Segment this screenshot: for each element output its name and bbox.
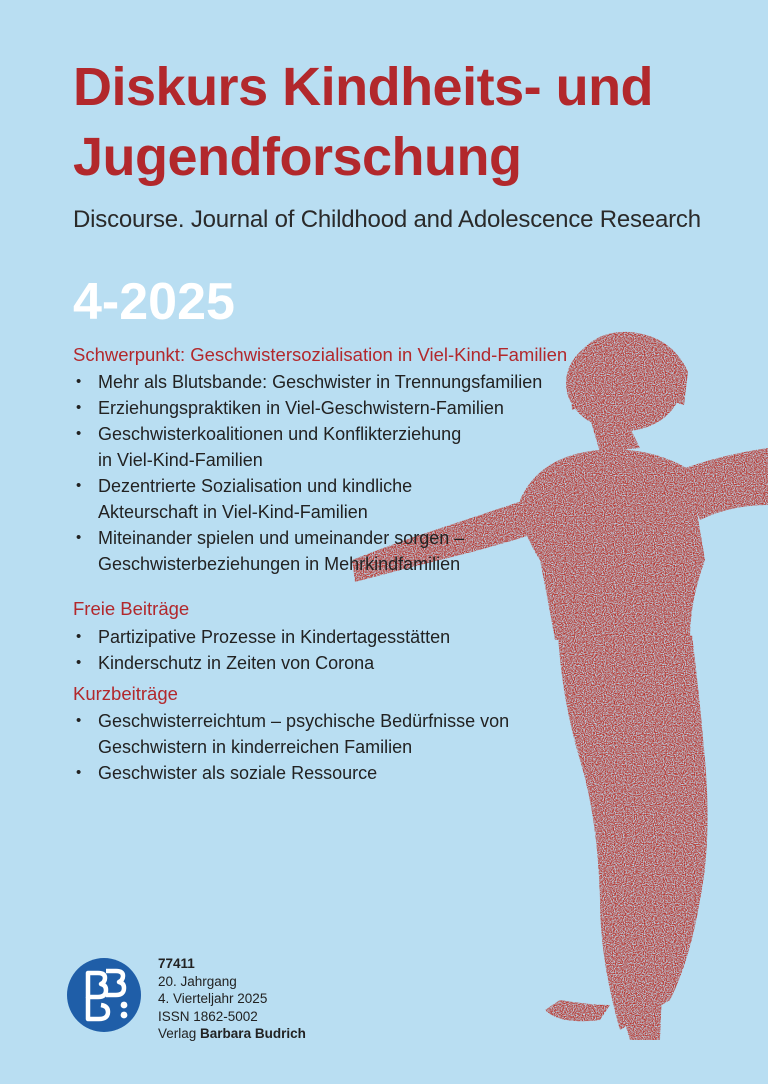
journal-title [73, 52, 753, 192]
imprint-code: 77411 [158, 956, 195, 971]
list-item-text: Partizipative Prozesse in Kindertagesstätten [98, 627, 451, 647]
list-item-text-continued: Geschwistern in kinderreichen Familien [98, 737, 413, 757]
list-item [73, 421, 542, 473]
section-heading-freie-beitraege: Freie Beiträge [73, 598, 190, 619]
list-item [73, 525, 542, 577]
journal-title-line-2: Jugendforschung [73, 127, 522, 187]
section-list-freie-beitraege [73, 624, 450, 676]
list-item [73, 369, 542, 395]
list-item-text-continued: Akteurschaft in Viel-Kind-Familien [98, 502, 368, 522]
list-item-text: Dezentrierte Sozialisation und kindliche [98, 476, 413, 496]
list-item-text: Miteinander spielen und umeinander sorgen – [98, 528, 465, 548]
list-item-text: Kinderschutz in Zeiten von Corona [98, 653, 375, 673]
journal-title-line-1: Diskurs Kindheits- und [73, 57, 654, 117]
list-item [73, 708, 509, 760]
imprint-block [158, 955, 306, 1043]
list-item-text: Erziehungspraktiken in Viel-Geschwistern-Familien [98, 398, 504, 418]
imprint-quarter: 4. Vierteljahr 2025 [158, 991, 268, 1006]
list-item-text: Mehr als Blutsbande: Geschwister in Trennungsfamilien [98, 372, 543, 392]
imprint-publisher-name: Barbara Budrich [200, 1026, 306, 1041]
budrich-bb-logo-icon [66, 957, 142, 1033]
list-item-text: Geschwisterreichtum – psychische Bedürfnisse von [98, 711, 510, 731]
list-item-text: Geschwisterkoalitionen und Konflikterziehung [98, 424, 462, 444]
list-item [73, 760, 509, 786]
list-item [73, 395, 542, 421]
imprint-issn: ISSN 1862-5002 [158, 1008, 258, 1024]
list-item-text-continued: Geschwisterbeziehungen in Mehrkindfamilien [98, 554, 461, 574]
list-item-text: Geschwister als soziale Ressource [98, 763, 378, 783]
imprint-publisher [158, 1025, 306, 1043]
imprint-publisher-prefix: Verlag [158, 1026, 197, 1041]
list-item [73, 650, 450, 676]
section-list-schwerpunkt [73, 369, 542, 577]
section-heading-schwerpunkt: Schwerpunkt: Geschwistersozialisation in Viel-Kind-Familien [73, 344, 568, 365]
journal-subtitle: Discourse. Journal of Childhood and Adolescence Research [73, 206, 701, 233]
section-list-kurzbeitraege [73, 708, 509, 786]
section-heading-kurzbeitraege: Kurzbeiträge [73, 683, 178, 704]
list-item-text-continued: in Viel-Kind-Familien [98, 450, 263, 470]
list-item [73, 473, 542, 525]
imprint-volume: 20. Jahrgang [158, 973, 237, 989]
list-item [73, 624, 450, 650]
issue-number: 4-2025 [73, 273, 235, 331]
